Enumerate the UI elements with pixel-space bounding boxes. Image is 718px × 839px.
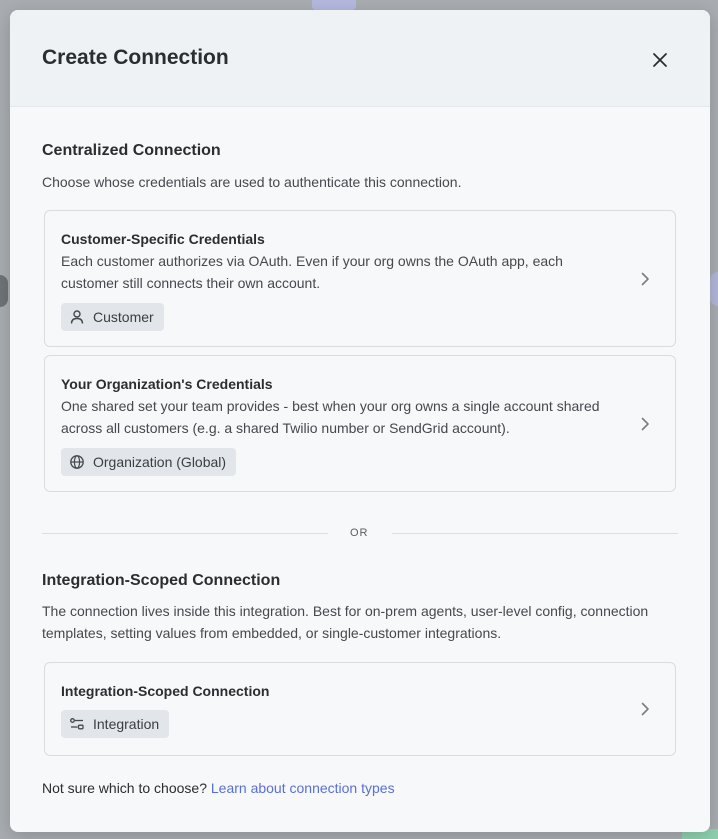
modal-header [10,10,710,107]
centralized-section-description: Choose whose credentials are used to authenticate this connection. [42,174,462,190]
background-element [0,275,8,307]
or-divider-label: OR [350,527,369,539]
customer-badge [61,303,164,331]
globe-icon [69,454,85,470]
option-title: Customer-Specific Credentials [61,231,265,247]
integration-badge [61,710,169,738]
background-element [312,0,356,10]
integration-section-description: The connection lives inside this integration. Best for on-prem agents, user-level config, connection templates, setting values from embedded, or single-customer integrations. [42,603,649,641]
create-connection-modal [10,10,710,832]
learn-more-link[interactable]: Learn about connection types [210,780,395,796]
option-description: One shared set your team provides - best when your org owns a single account shared across all customers (e.g. a shared Twilio number or SendGrid account). [61,398,600,436]
background-element [710,272,718,306]
option-title: Integration-Scoped Connection [61,683,270,699]
chevron-right-icon [637,701,653,717]
badge-label: Organization (Global) [93,454,227,470]
divider-line-left [42,533,328,534]
customer-credentials-option[interactable] [44,210,676,347]
badge-label: Customer [93,309,154,325]
chevron-right-icon [637,416,653,432]
modal-title: Create Connection [42,46,229,69]
organization-credentials-option[interactable] [44,355,676,492]
option-title: Your Organization's Credentials [61,376,273,392]
integration-section-title: Integration-Scoped Connection [42,572,281,589]
option-description: Each customer authorizes via OAuth. Even if your org owns the OAuth app, each customer still connects their own account. [61,253,563,291]
close-icon [652,52,668,68]
chevron-right-icon [637,271,653,287]
centralized-section-title: Centralized Connection [42,142,221,159]
user-icon [69,309,85,325]
integration-scoped-option[interactable] [44,662,676,756]
divider-line-right [392,533,678,534]
help-prompt: Not sure which to choose? [42,780,207,796]
badge-label: Integration [93,716,160,732]
organization-badge [61,448,236,476]
help-footer [42,780,395,796]
sliders-icon [69,716,85,732]
close-button[interactable] [646,46,674,74]
